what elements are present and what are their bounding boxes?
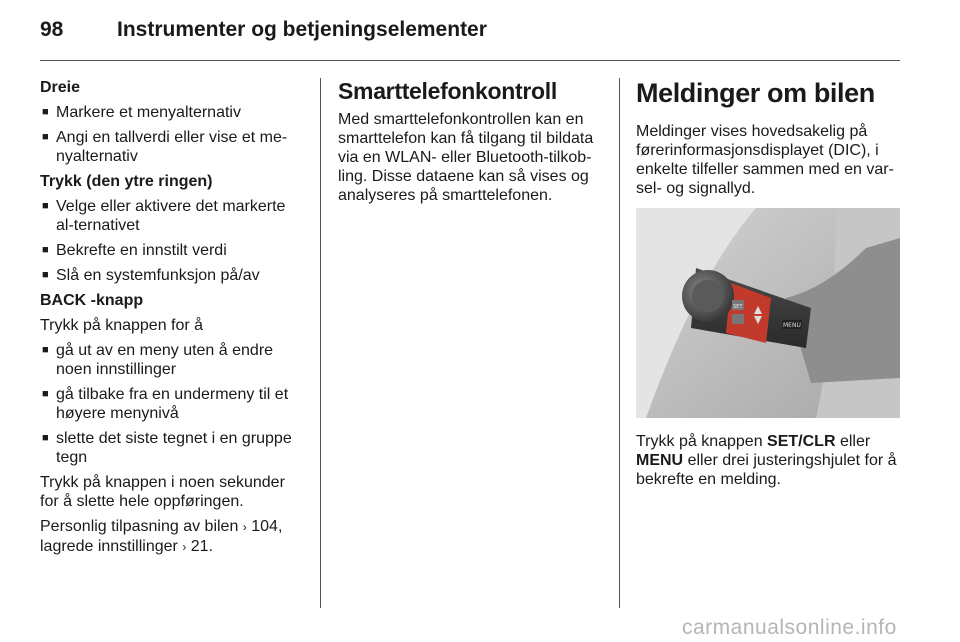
list-item: ■ Angi en tallverdi eller vise et me-nyalternativ bbox=[40, 128, 306, 166]
page-number: 98 bbox=[40, 18, 64, 41]
ref-page-2[interactable]: 21. bbox=[190, 538, 214, 555]
instruction-text: eller bbox=[839, 433, 871, 450]
trykk-list bbox=[40, 197, 306, 285]
list-item: ■ gå tilbake fra en undermeny til et høyere menynivå bbox=[40, 385, 306, 423]
list-item: ■ Slå en systemfunksjon på/av bbox=[40, 266, 306, 285]
list-item: ■ Bekrefte en innstilt verdi bbox=[40, 241, 306, 260]
trykk-label: Trykk (den ytre ringen) bbox=[40, 173, 213, 190]
instruction-text: eller drei justeringshjulet for å bekrefte en melding. bbox=[636, 452, 897, 488]
ref-page-1[interactable]: 104, bbox=[251, 518, 283, 535]
stalk-photo bbox=[636, 208, 900, 418]
smartphone-body: Med smarttelefonkontrollen kan en smarttelefon kan få tilgang til bildata via en WLAN- eller Bluetooth-tilkob-ling. Disse dataene kan så vises og analyseres på smarttelefonen. bbox=[338, 111, 594, 204]
list-item: ■ gå ut av en meny uten å endre noen innstillinger bbox=[40, 341, 306, 379]
messages-intro: Meldinger vises hovedsakelig på førerinformasjonsdisplayet (DIC), i enkelte tilfeller sammen med en var-sel- og signallyd. bbox=[636, 123, 894, 197]
column-3 bbox=[636, 78, 902, 495]
watermark: carmanualsonline.info bbox=[682, 616, 897, 639]
back-intro: Trykk på knappen for å bbox=[40, 317, 204, 334]
column-1 bbox=[40, 78, 306, 563]
instruction-text: Trykk på knappen bbox=[636, 433, 763, 450]
ref-text-1: Personlig tilpasning av bilen bbox=[40, 518, 239, 535]
section-heading-smartphone: Smarttelefonkontroll bbox=[338, 78, 557, 104]
cross-references bbox=[40, 517, 306, 557]
stalk-menu-label: MENU bbox=[783, 322, 801, 329]
ref-arrow-icon[interactable]: › bbox=[182, 540, 187, 554]
hold-text: Trykk på knappen i noen sekunder for å slette hele oppføringen. bbox=[40, 474, 285, 510]
page-title: Instrumenter og betjeningselementer bbox=[117, 18, 487, 41]
page-header bbox=[40, 14, 900, 54]
header-divider bbox=[40, 60, 900, 61]
dreie-list bbox=[40, 103, 306, 166]
column-divider-2 bbox=[619, 78, 620, 608]
column-2 bbox=[338, 78, 604, 211]
ref-text-2: lagrede innstillinger bbox=[40, 538, 178, 555]
list-item: ■ Velge eller aktivere det markerte al-ternativet bbox=[40, 197, 306, 235]
ref-arrow-icon[interactable]: › bbox=[242, 520, 247, 534]
back-list bbox=[40, 341, 306, 467]
list-item: ■ Markere et menyalternativ bbox=[40, 103, 306, 122]
stalk-set-label: SET bbox=[733, 304, 743, 310]
dreie-label: Dreie bbox=[40, 79, 81, 96]
column-divider-1 bbox=[320, 78, 321, 608]
set-clr-button-label: SET/CLR bbox=[767, 433, 836, 450]
messages-instruction bbox=[636, 432, 902, 489]
back-label: BACK -knapp bbox=[40, 292, 144, 309]
menu-button-label: MENU bbox=[636, 452, 684, 469]
list-item: ■ slette det siste tegnet i en gruppe tegn bbox=[40, 429, 306, 467]
section-heading-messages: Meldinger om bilen bbox=[636, 78, 875, 108]
